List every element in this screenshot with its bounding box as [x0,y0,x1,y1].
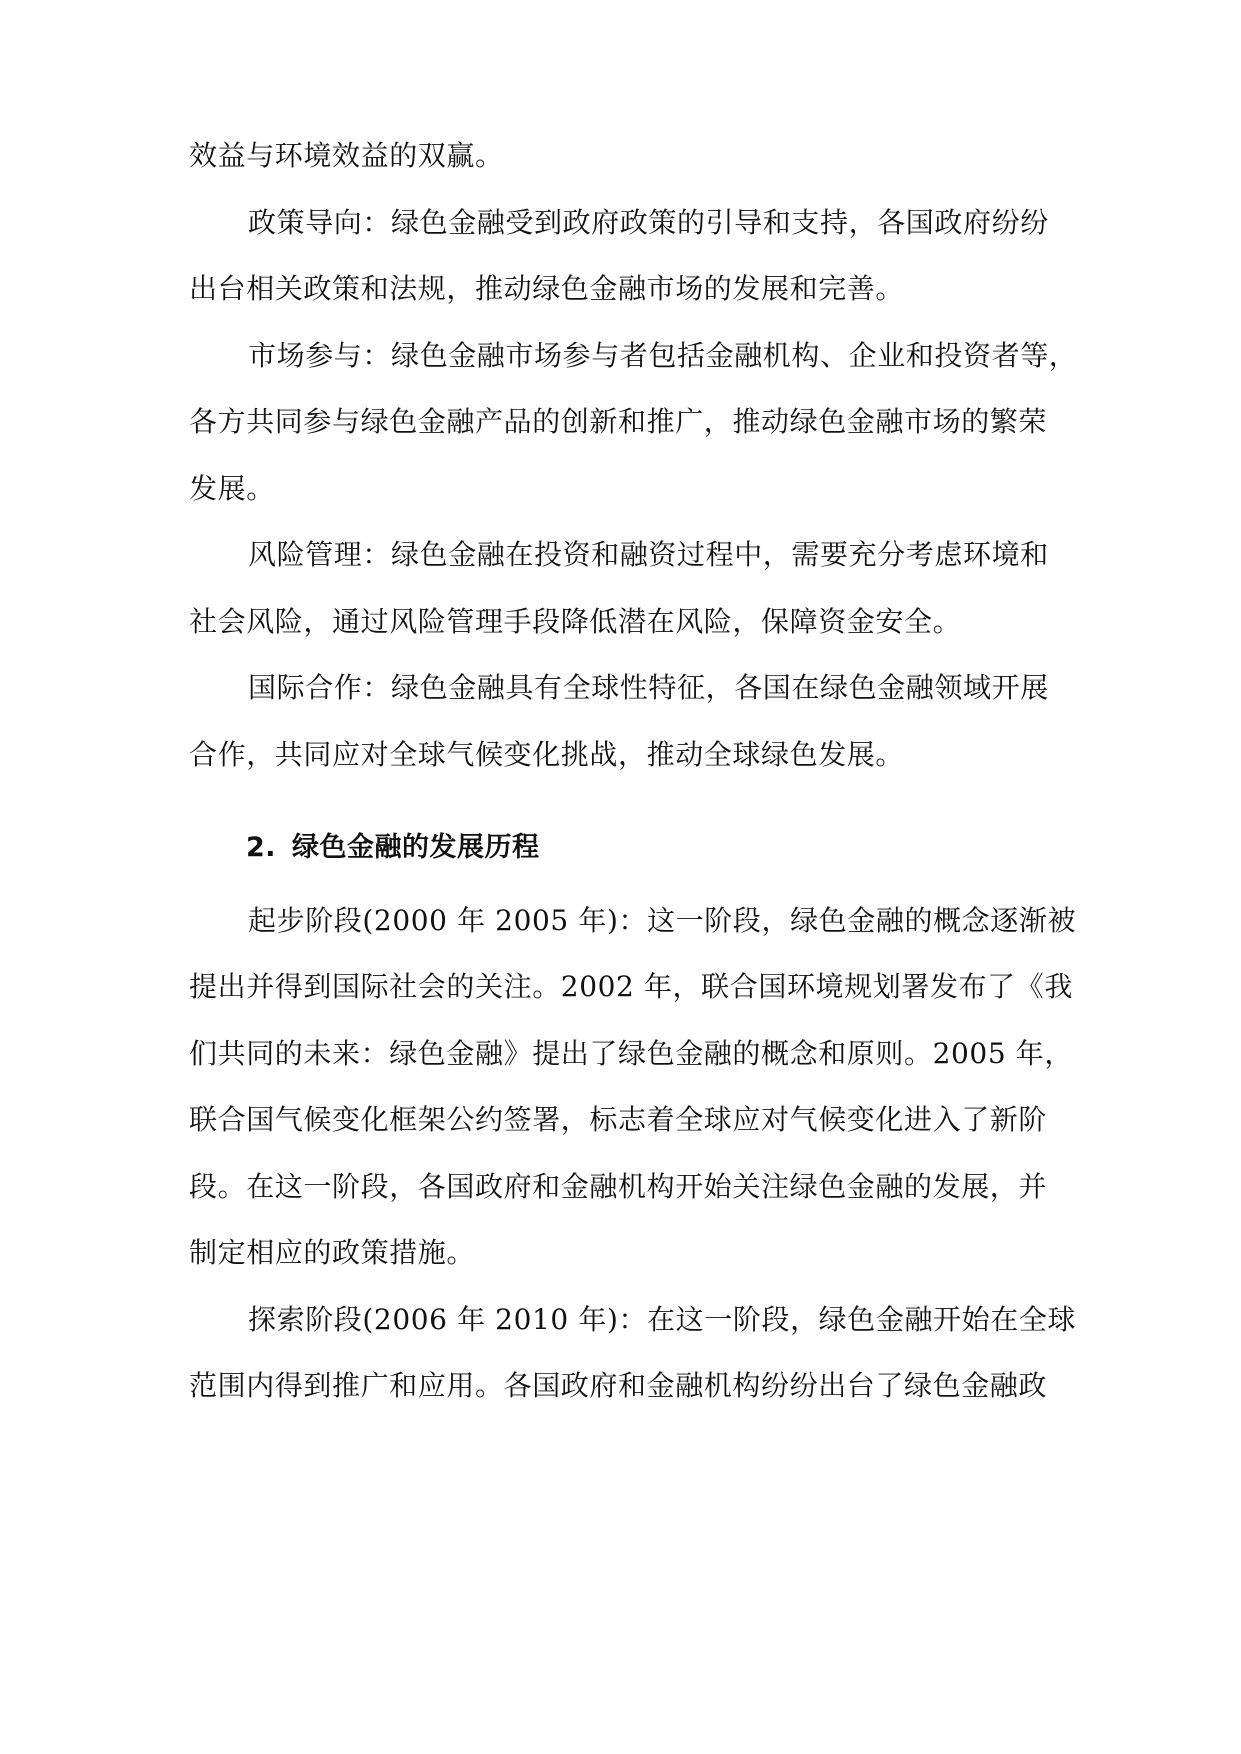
paragraph-line: 们共同的未来：绿色金融》提出了绿色金融的概念和原则。2005 年， [189,1037,1073,1070]
paragraph-line: 各方共同参与绿色金融产品的创新和推广，推动绿色金融市场的繁荣 [189,405,1048,438]
section-number: 2. [246,832,277,863]
paragraph-line: 社会风险，通过风险管理手段降低潜在风险，保障资金安全。 [189,605,962,638]
paragraph-line: 提出并得到国际社会的关注。2002 年，联合国环境规划署发布了《我 [189,970,1073,1003]
paragraph-line: 效益与环境效益的双赢。 [189,139,504,172]
paragraph-line: 出台相关政策和法规，推动绿色金融市场的发展和完善。 [189,272,905,305]
paragraph-line: 风险管理：绿色金融在投资和融资过程中，需要充分考虑环境和 [248,538,1049,571]
paragraph-line: 起步阶段(2000 年 2005 年)：这一阶段，绿色金融的概念逐渐被 [248,904,1077,937]
paragraph-line: 段。在这一阶段，各国政府和金融机构开始关注绿色金融的发展，并 [189,1170,1048,1203]
paragraph-line: 合作，共同应对全球气候变化挑战，推动全球绿色发展。 [189,738,905,771]
section-heading [246,828,540,868]
paragraph-line: 市场参与：绿色金融市场参与者包括金融机构、企业和投资者等， [248,339,1078,372]
section-title: 绿色金融的发展历程 [292,832,540,863]
paragraph-line: 国际合作：绿色金融具有全球性特征，各国在绿色金融领域开展 [248,671,1049,704]
paragraph-line: 探索阶段(2006 年 2010 年)：在这一阶段，绿色金融开始在全球 [248,1303,1077,1336]
paragraph-line: 制定相应的政策措施。 [189,1236,476,1269]
paragraph-line: 发展。 [189,472,275,505]
paragraph-line: 联合国气候变化框架公约签署，标志着全球应对气候变化进入了新阶 [189,1103,1048,1136]
paragraph-line: 政策导向：绿色金融受到政府政策的引导和支持，各国政府纷纷 [248,206,1049,239]
paragraph-line: 范围内得到推广和应用。各国政府和金融机构纷纷出台了绿色金融政 [189,1369,1048,1402]
